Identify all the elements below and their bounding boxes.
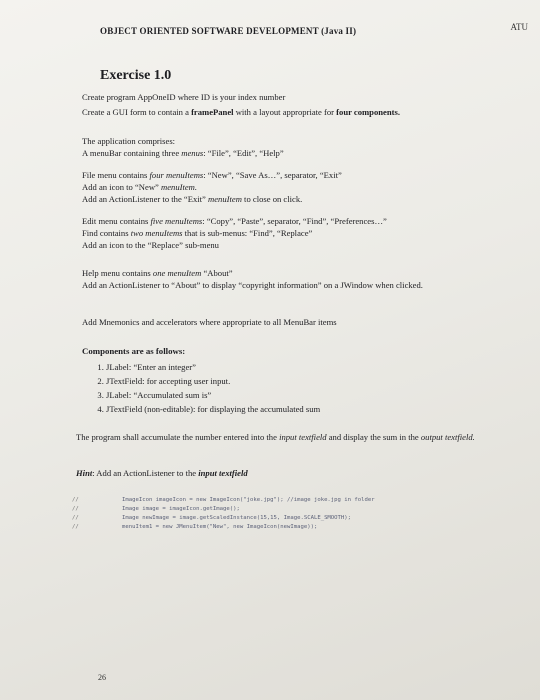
edit-line-1: Edit menu contains five menuItems: “Copy”, “Paste”, separator, “Find”, “Preferences…” (82, 216, 387, 226)
list-item: 1. JLabel: “Enter an integer” (106, 361, 522, 373)
components-section (82, 345, 522, 417)
file-line-3: Add an ActionListener to the “Exit” menuItem to close on click. (82, 194, 303, 204)
file-line-2: Add an icon to “New” menuItem. (82, 182, 198, 192)
code-snippet (72, 496, 532, 532)
intro-line-2: Create a GUI form to contain a framePanel with a layout appropriate for four components. (82, 107, 400, 117)
exercise-title: Exercise 1.0 (100, 68, 172, 83)
program-description: The program shall accumulate the number entered into the input textfield and display the sum in the output textfield. (76, 432, 475, 442)
code-line: // Image newImage = image.getScaledInstance(15,15, Image.SCALE_SMOOTH); (72, 515, 352, 521)
page-number: 26 (98, 673, 106, 682)
components-list (82, 361, 522, 415)
application-description (82, 135, 522, 159)
edit-line-3: Add an icon to the “Replace” sub-menu (82, 240, 219, 250)
edit-menu-section (82, 215, 522, 251)
hint-label: Hint (76, 468, 93, 478)
institution-mark: ATU (510, 22, 528, 32)
exercise-intro (82, 91, 522, 118)
app-line-1: The application comprises: (82, 136, 176, 146)
components-heading: Components are as follows: (82, 346, 186, 356)
file-menu-section (82, 169, 522, 205)
list-item: 4. JTextField (non-editable): for displaying the accumulated sum (106, 403, 522, 415)
edit-line-2: Find contains two menuItems that is sub-menus: “Find”, “Replace” (82, 228, 313, 238)
mnemonics-note: Add Mnemonics and accelerators where appropriate to all MenuBar items (82, 317, 337, 327)
code-line: // menuItem1 = new JMenuItem("New", new ImageIcon(newImage)); (72, 524, 318, 530)
help-line-2: Add an ActionListener to “About” to display “copyright information” on a JWindow when clicked. (82, 280, 423, 290)
file-line-1: File menu contains four menuItems: “New”, “Save As…”, separator, “Exit” (82, 170, 342, 180)
help-menu-section (82, 267, 522, 291)
code-line: // ImageIcon imageIcon = new ImageIcon("joke.jpg"); //image joke.jpg in folder (72, 497, 375, 503)
help-line-1: Help menu contains one menuItem “About” (82, 268, 233, 278)
list-item: 3. JLabel: “Accumulated sum is” (106, 389, 522, 401)
app-line-2: A menuBar containing three menus: “File”, “Edit”, “Help” (82, 148, 284, 158)
code-line: // Image image = imageIcon.getImage(); (72, 506, 240, 512)
list-item: 2. JTextField: for accepting user input. (106, 375, 522, 387)
intro-line-1: Create program AppOneID where ID is your index number (82, 92, 286, 102)
course-header: OBJECT ORIENTED SOFTWARE DEVELOPMENT (Java II) (100, 26, 357, 36)
hint-line: Hint: Add an ActionListener to the input textfield (76, 468, 248, 478)
